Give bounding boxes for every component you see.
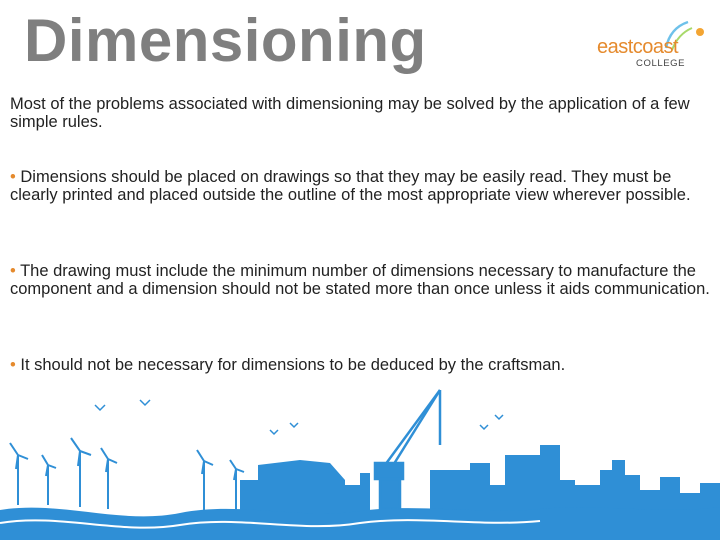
bullet-item-2 xyxy=(10,262,710,298)
bullet-item-3 xyxy=(10,356,710,374)
city-silhouette xyxy=(240,445,720,515)
logo-wordmark: eastcoast xyxy=(597,36,679,58)
bullet-icon: • xyxy=(10,356,16,374)
harbour-skyline-illustration xyxy=(0,385,720,540)
slide-title: Dimensioning xyxy=(24,7,427,74)
bullet-text: It should not be necessary for dimensions to be deduced by the craftsman. xyxy=(20,356,566,374)
logo-subtitle: COLLEGE xyxy=(636,58,686,69)
college-logo xyxy=(592,18,712,78)
wind-turbine-icons xyxy=(10,438,244,511)
bird-icons xyxy=(95,400,503,434)
bullet-text: Dimensions should be placed on drawings so that they may be easily read. They must be clearly printed and placed outside the outline of the most appropriate view wherever possible. xyxy=(10,168,691,204)
bullet-text: The drawing must include the minimum number of dimensions necessary to manufacture the component and a dimension should not be stated more than once unless it aids communication. xyxy=(10,262,710,298)
intro-paragraph: Most of the problems associated with dimensioning may be solved by the application of a few simple rules. xyxy=(10,95,690,131)
bullet-icon: • xyxy=(10,168,16,186)
bullet-item-1 xyxy=(10,168,710,204)
bullet-icon: • xyxy=(10,262,16,280)
